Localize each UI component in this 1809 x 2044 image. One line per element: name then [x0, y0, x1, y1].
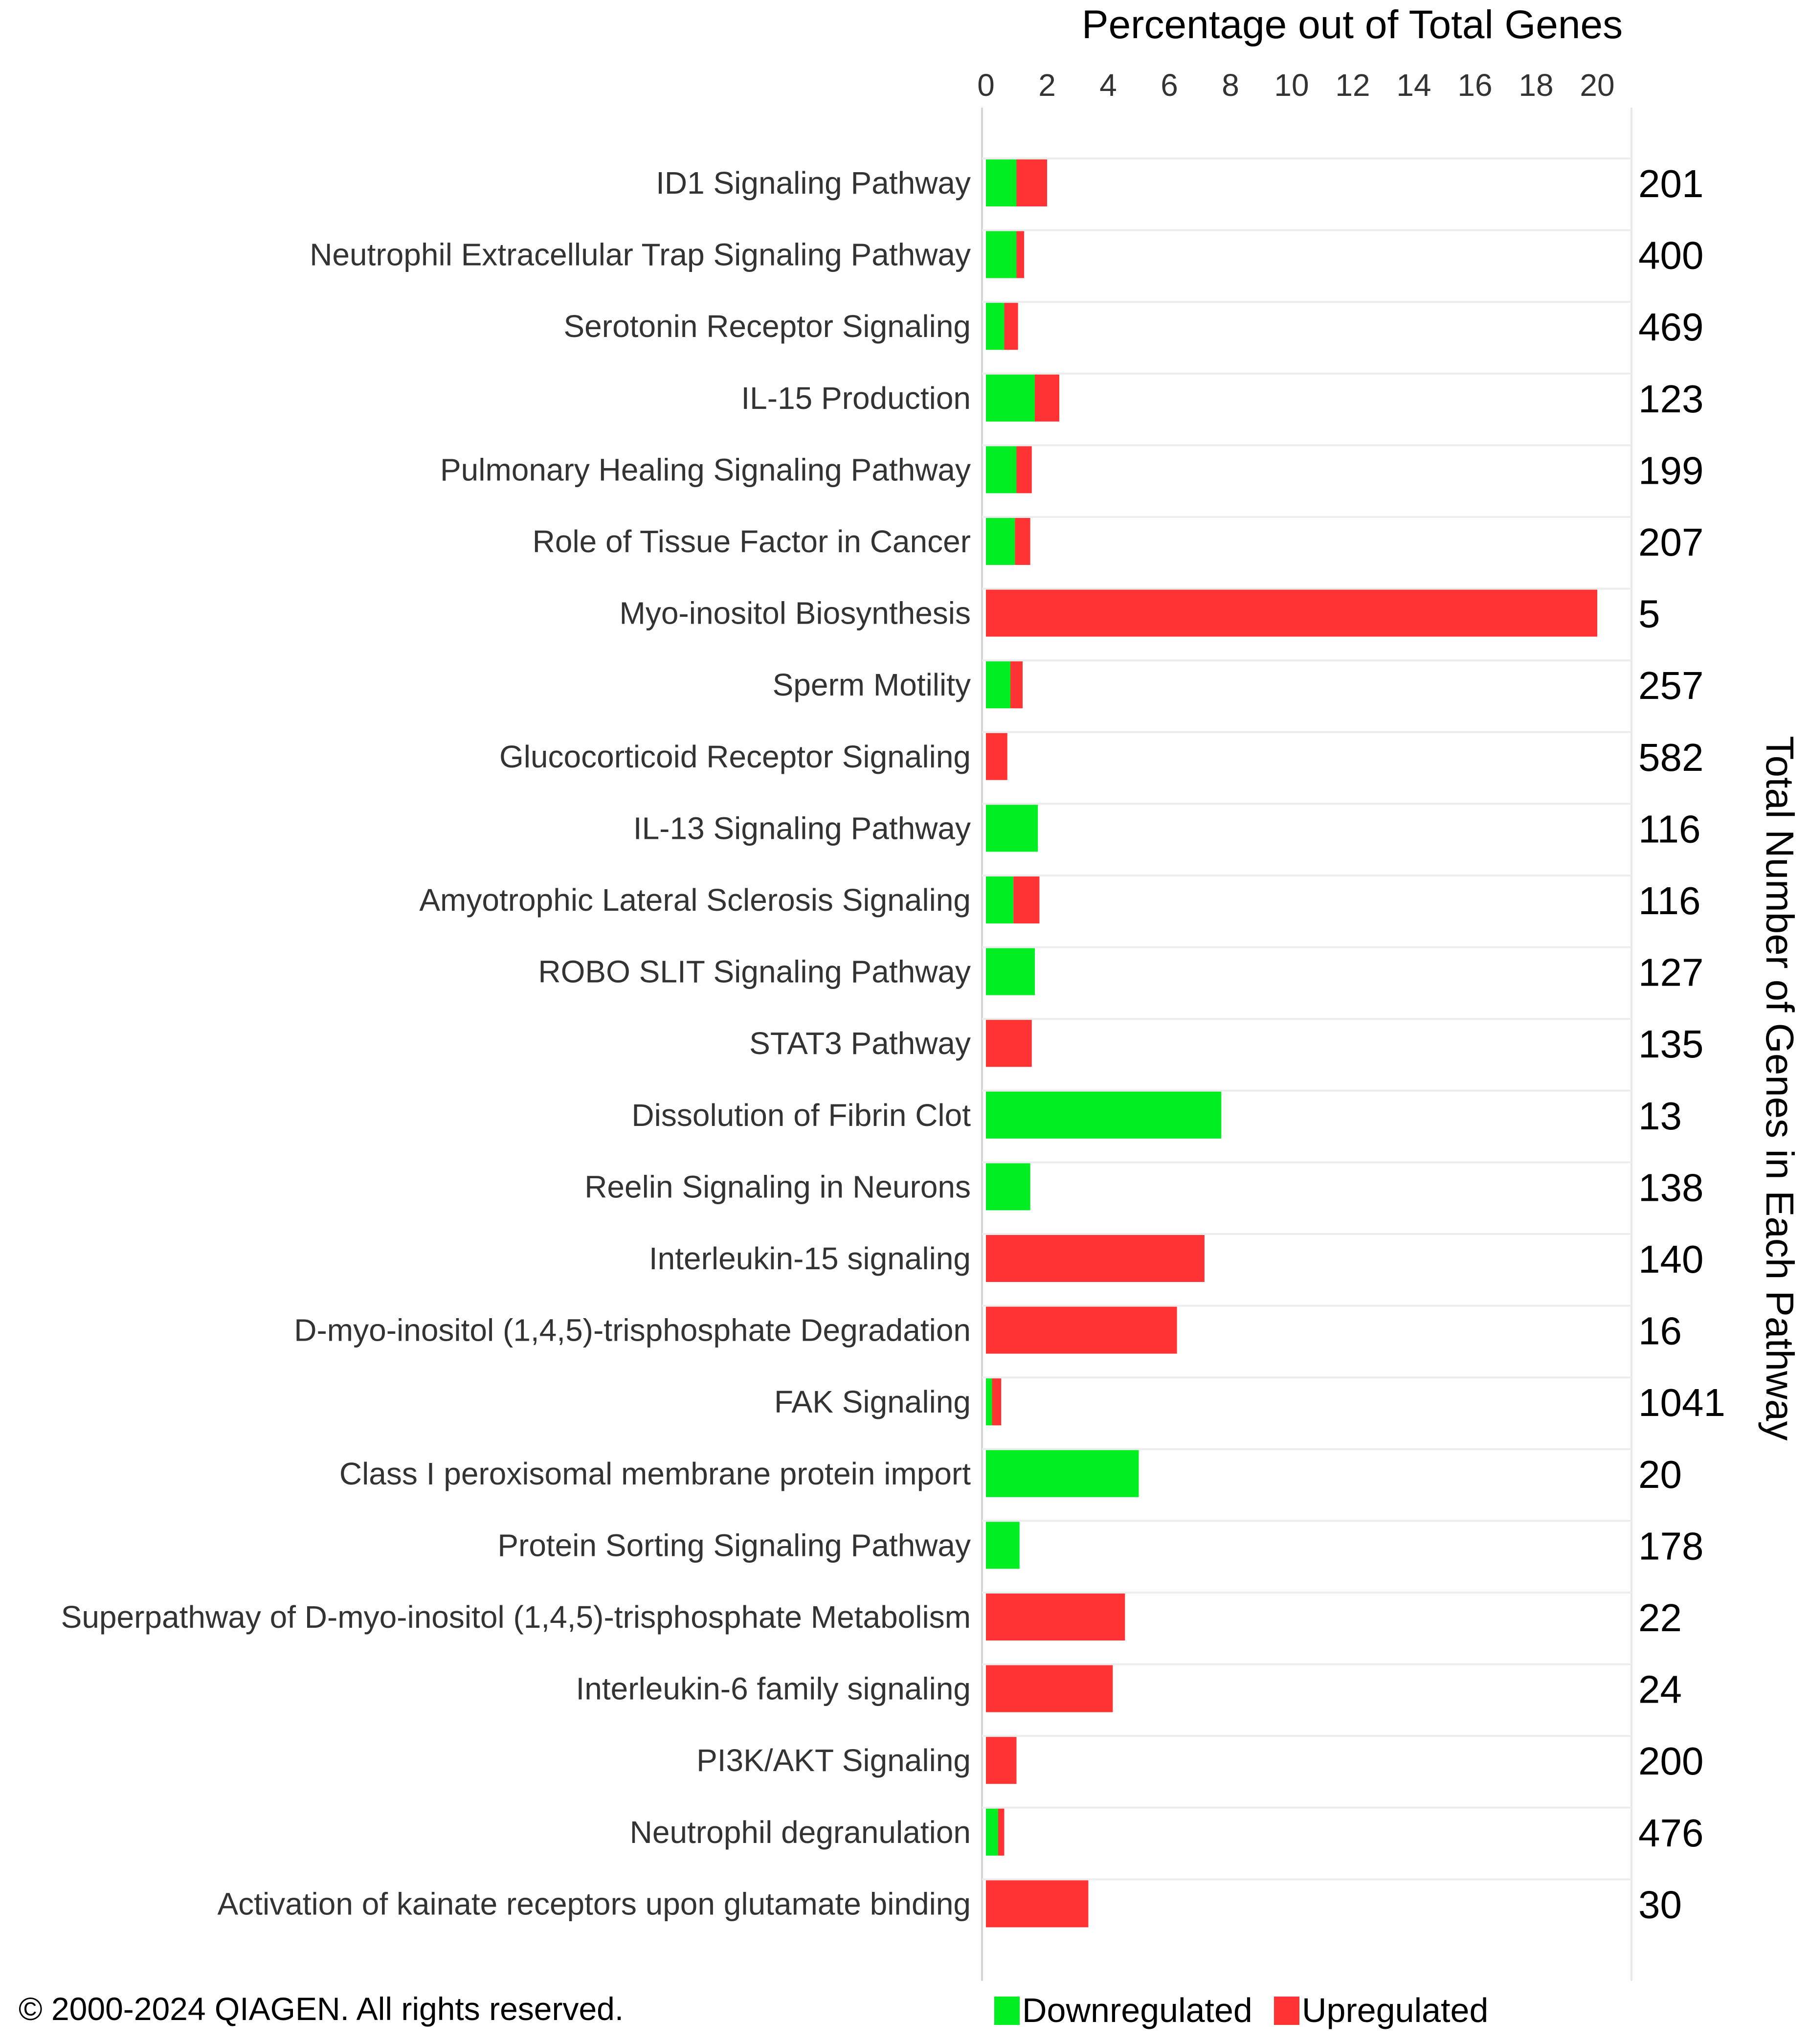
- total-genes-label: 5: [1638, 592, 1660, 636]
- category-label: Neutrophil Extracellular Trap Signaling Pathway: [310, 237, 971, 272]
- total-genes-label: 123: [1638, 377, 1704, 421]
- category-label: IL-13 Signaling Pathway: [633, 810, 971, 846]
- category-label: ID1 Signaling Pathway: [656, 165, 971, 201]
- total-genes-label: 469: [1638, 305, 1704, 349]
- x-tick-label: 18: [1519, 67, 1554, 103]
- total-genes-label: 178: [1638, 1524, 1704, 1568]
- bar-downregulated-13: [986, 1092, 1221, 1139]
- total-genes-label: 199: [1638, 449, 1704, 493]
- category-label-layer: [61, 165, 971, 1921]
- bar-downregulated-5: [986, 518, 1015, 565]
- chart-title: Percentage out of Total Genes: [1081, 2, 1623, 47]
- total-genes-label: 476: [1638, 1811, 1704, 1855]
- total-genes-label: 582: [1638, 735, 1704, 779]
- category-label: Reelin Signaling in Neurons: [584, 1169, 971, 1205]
- category-label: Amyotrophic Lateral Sclerosis Signaling: [419, 882, 971, 918]
- bar-downregulated-11: [986, 948, 1035, 995]
- bar-upregulated-15: [986, 1235, 1205, 1282]
- category-label: Pulmonary Healing Signaling Pathway: [440, 452, 971, 488]
- category-label: Role of Tissue Factor in Cancer: [532, 524, 971, 559]
- total-genes-label: 138: [1638, 1166, 1704, 1210]
- bar-upregulated-12: [986, 1020, 1032, 1067]
- bar-upregulated-0: [1017, 159, 1048, 206]
- total-genes-label: 116: [1638, 879, 1701, 922]
- x-tick-layer: [977, 67, 1614, 103]
- category-label: Myo-inositol Biosynthesis: [619, 595, 971, 631]
- bar-upregulated-3: [1035, 375, 1059, 422]
- category-label: FAK Signaling: [774, 1384, 971, 1420]
- bar-upregulated-20: [986, 1594, 1125, 1640]
- bar-upregulated-16: [986, 1307, 1177, 1354]
- bar-downregulated-3: [986, 375, 1035, 422]
- x-tick-label: 16: [1457, 67, 1493, 103]
- category-label: Class I peroxisomal membrane protein import: [339, 1456, 971, 1491]
- bar-downregulated-4: [986, 446, 1017, 493]
- total-genes-label: 200: [1638, 1739, 1704, 1783]
- total-label-layer: [1638, 162, 1725, 1926]
- category-label: Interleukin-15 signaling: [648, 1241, 971, 1276]
- total-genes-label: 207: [1638, 520, 1704, 564]
- x-tick-label: 10: [1274, 67, 1309, 103]
- total-genes-label: 135: [1638, 1022, 1704, 1066]
- bar-downregulated-19: [986, 1522, 1020, 1569]
- bar-upregulated-5: [1015, 518, 1030, 565]
- bar-upregulated-6: [986, 590, 1597, 637]
- legend-label-downregulated: Downregulated: [1022, 1991, 1252, 2029]
- total-genes-label: 127: [1638, 950, 1704, 994]
- bar-upregulated-1: [1017, 231, 1025, 278]
- category-label: Superpathway of D-myo-inositol (1,4,5)-trisphosphate Metabolism: [61, 1599, 971, 1635]
- x-tick-label: 20: [1580, 67, 1615, 103]
- bar-upregulated-7: [1010, 661, 1023, 708]
- bar-upregulated-21: [986, 1665, 1113, 1712]
- legend-label-upregulated: Upregulated: [1302, 1991, 1489, 2029]
- bar-upregulated-24: [986, 1880, 1088, 1927]
- category-label: STAT3 Pathway: [749, 1026, 971, 1061]
- total-genes-label: 257: [1638, 664, 1704, 708]
- category-label: D-myo-inositol (1,4,5)-trisphosphate Degradation: [294, 1312, 971, 1348]
- bar-downregulated-17: [986, 1378, 992, 1425]
- total-genes-label: 400: [1638, 233, 1704, 277]
- category-label: Glucocorticoid Receptor Signaling: [499, 739, 971, 774]
- category-label: Activation of kainate receptors upon glutamate binding: [217, 1886, 971, 1922]
- bar-upregulated-23: [998, 1809, 1005, 1856]
- x-tick-label: 4: [1099, 67, 1117, 103]
- bar-downregulated-23: [986, 1809, 998, 1856]
- legend-swatch-downregulated: [994, 1997, 1020, 2025]
- category-label: ROBO SLIT Signaling Pathway: [538, 954, 971, 989]
- x-tick-label: 8: [1222, 67, 1239, 103]
- legend-swatch-upregulated: [1274, 1997, 1299, 2025]
- x-tick-label: 6: [1161, 67, 1178, 103]
- bar-downregulated-2: [986, 303, 1005, 350]
- bar-downregulated-7: [986, 661, 1010, 708]
- bar-downregulated-0: [986, 159, 1017, 206]
- bar-upregulated-10: [1013, 876, 1039, 923]
- footer-copyright: © 2000-2024 QIAGEN. All rights reserved.: [19, 1991, 624, 2027]
- category-label: Interleukin-6 family signaling: [576, 1671, 971, 1707]
- bar-downregulated-10: [986, 876, 1013, 923]
- bar-upregulated-8: [986, 733, 1007, 780]
- category-label: IL-15 Production: [741, 380, 971, 416]
- right-axis-label: Total Number of Genes in Each Pathway: [1758, 736, 1802, 1441]
- x-tick-label: 0: [977, 67, 995, 103]
- bar-layer: [986, 159, 1597, 1927]
- category-label: Sperm Motility: [772, 667, 971, 703]
- total-genes-label: 1041: [1638, 1381, 1725, 1425]
- x-tick-label: 12: [1335, 67, 1370, 103]
- category-label: Dissolution of Fibrin Clot: [631, 1097, 971, 1133]
- bar-downregulated-1: [986, 231, 1017, 278]
- bar-upregulated-4: [1017, 446, 1032, 493]
- bar-downregulated-9: [986, 805, 1038, 852]
- x-tick-label: 14: [1396, 67, 1431, 103]
- legend: [994, 1991, 1488, 2029]
- total-genes-label: 16: [1638, 1309, 1682, 1353]
- bar-upregulated-2: [1005, 303, 1018, 350]
- x-tick-label: 2: [1038, 67, 1056, 103]
- total-genes-label: 30: [1638, 1883, 1682, 1927]
- category-label: Serotonin Receptor Signaling: [563, 309, 971, 344]
- total-genes-label: 20: [1638, 1452, 1682, 1496]
- total-genes-label: 24: [1638, 1667, 1682, 1711]
- bar-downregulated-18: [986, 1450, 1139, 1497]
- total-genes-label: 140: [1638, 1237, 1704, 1281]
- bar-upregulated-22: [986, 1737, 1017, 1784]
- total-genes-label: 22: [1638, 1596, 1682, 1640]
- bar-upregulated-17: [992, 1378, 1002, 1425]
- bar-downregulated-14: [986, 1163, 1030, 1210]
- category-label: Neutrophil degranulation: [629, 1814, 971, 1850]
- total-genes-label: 116: [1638, 807, 1701, 851]
- category-label: PI3K/AKT Signaling: [696, 1743, 971, 1778]
- total-genes-label: 13: [1638, 1094, 1682, 1138]
- total-genes-label: 201: [1638, 162, 1704, 205]
- category-label: Protein Sorting Signaling Pathway: [497, 1527, 971, 1563]
